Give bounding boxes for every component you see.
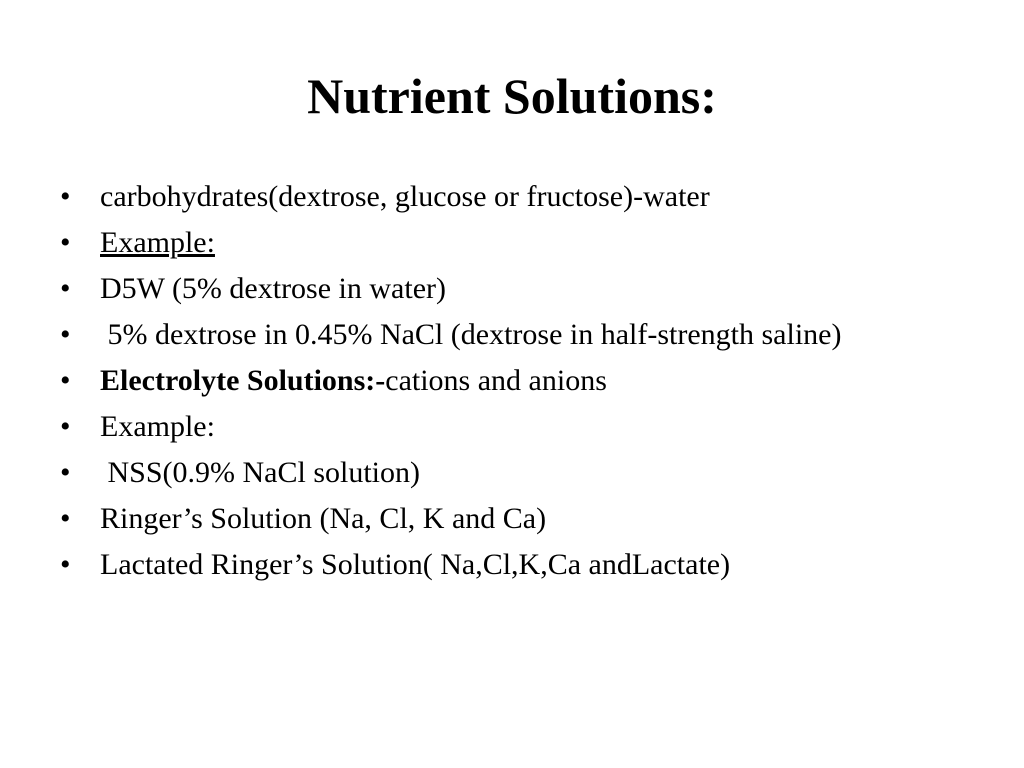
bullet-icon: • bbox=[60, 226, 71, 259]
bullet-icon: • bbox=[60, 364, 71, 397]
list-item-text: Lactated Ringer’s Solution( Na,Cl,K,Ca andLactate) bbox=[100, 548, 731, 581]
bullet-icon: • bbox=[60, 410, 71, 443]
bullet-icon: • bbox=[60, 318, 71, 351]
list-item-text: carbohydrates(dextrose, glucose or fructose)-water bbox=[100, 180, 710, 213]
bullet-icon: • bbox=[60, 456, 71, 489]
list-item-text: 5% dextrose in 0.45% NaCl (dextrose in half-strength saline) bbox=[100, 318, 842, 351]
list-item-text: Example: bbox=[100, 410, 215, 443]
list-item-heading: Electrolyte Solutions:- bbox=[100, 364, 386, 397]
list-item-text: NSS(0.9% NaCl solution) bbox=[100, 456, 421, 489]
list-item-text: D5W (5% dextrose in water) bbox=[100, 272, 446, 305]
list-item bbox=[60, 501, 960, 537]
bullet-icon: • bbox=[60, 548, 71, 581]
list-item-text: Ringer’s Solution (Na, Cl, K and Ca) bbox=[100, 502, 547, 535]
list-item bbox=[60, 225, 960, 261]
list-item bbox=[60, 547, 960, 583]
list-item bbox=[60, 271, 960, 307]
list-item bbox=[60, 455, 960, 491]
slide-title: Nutrient Solutions: bbox=[307, 68, 717, 124]
list-item bbox=[60, 179, 960, 215]
list-item bbox=[60, 363, 960, 399]
list-item-text: Example: bbox=[100, 226, 215, 259]
bullet-icon: • bbox=[60, 272, 71, 305]
list-item bbox=[60, 317, 960, 353]
bullet-list bbox=[60, 179, 960, 593]
bullet-icon: • bbox=[60, 502, 71, 535]
list-item-text: cations and anions bbox=[385, 364, 607, 397]
bullet-icon: • bbox=[60, 180, 71, 213]
list-item bbox=[60, 409, 960, 445]
